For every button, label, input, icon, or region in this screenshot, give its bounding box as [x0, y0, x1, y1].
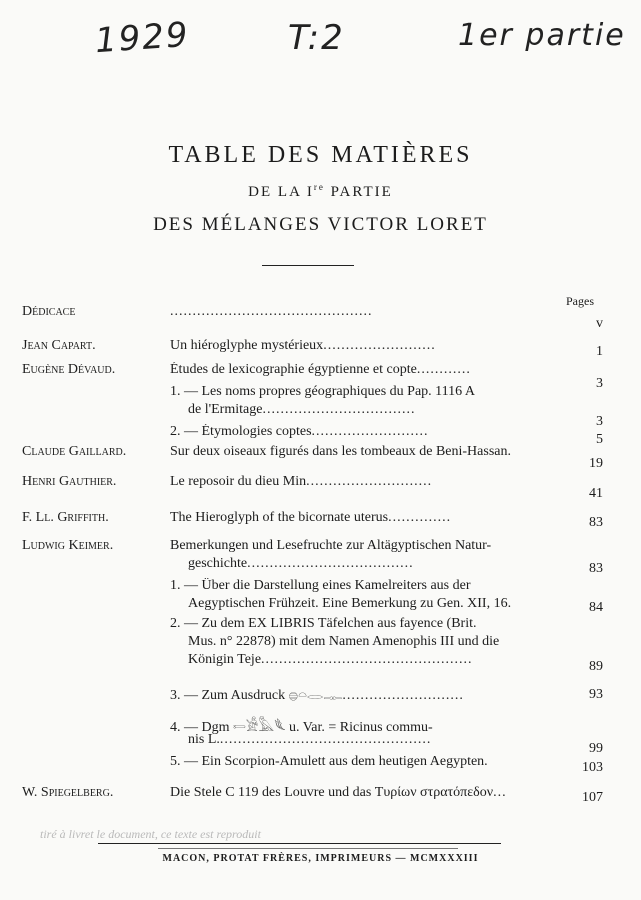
handwritten-part: 1er partie	[458, 18, 626, 53]
toc-leader-dots: .....................................	[247, 556, 414, 571]
toc-title-text: The Hieroglyph of the bicornate uterus	[170, 510, 389, 525]
subtitle-post: PARTIE	[324, 184, 393, 200]
toc-title	[170, 338, 570, 354]
toc-leader-dots: ..........................	[311, 424, 429, 439]
toc-title	[188, 634, 570, 650]
toc-title-text: 1. — Les noms propres géographiques du Pap. 1116 A	[170, 384, 475, 399]
toc-page-number: 107	[582, 790, 603, 805]
toc-leader-dots: ...........................	[342, 688, 464, 703]
toc-title-text: Bemerkungen und Lesefruchte zur Altägyptischen Natur-	[170, 538, 492, 553]
toc-title-text: Aegyptischen Frühzeit. Eine Bemerkung zu Gen. XII, 16.	[188, 596, 512, 611]
toc-title	[188, 732, 570, 748]
toc-entry	[0, 402, 641, 429]
toc-entry	[0, 538, 641, 558]
toc-page-number: 1	[596, 344, 603, 359]
toc-page-number: v	[596, 316, 603, 331]
handwritten-volume: T:2	[288, 18, 345, 58]
toc-author: F. Ll. Griffith.	[22, 510, 109, 525]
toc-page-number: 19	[589, 456, 603, 471]
handwritten-year: 1929	[93, 14, 191, 62]
toc-title-text: Sur deux oiseaux figurés dans les tombeaux de Beni-Hassan.	[170, 444, 511, 459]
footer-rule	[98, 843, 501, 844]
toc-title	[170, 424, 570, 440]
toc-title-text: nis L.	[188, 732, 220, 747]
toc-title	[170, 510, 570, 526]
toc-title-text: 4. — Dgm 𓍿𓀀𓅓𓆰 u. Var. = Ricinus commu-	[170, 720, 433, 735]
toc-leader-dots: .........................	[323, 338, 436, 353]
toc-entry	[0, 474, 641, 501]
toc-title	[170, 444, 570, 460]
toc-author: Ludwig Keimer.	[22, 538, 114, 553]
toc-leader-dots: ...	[493, 785, 507, 800]
toc-page-number: 41	[589, 486, 603, 501]
subtitle-pre: DE LA I	[248, 184, 314, 200]
toc-entry	[0, 712, 641, 735]
toc-title-text: 1. — Über die Darstellung eines Kamelreiters aus der	[170, 578, 471, 593]
toc-title	[170, 362, 570, 378]
toc-title	[170, 680, 570, 704]
toc-entry	[0, 510, 641, 530]
toc-entry	[0, 596, 641, 616]
toc-page-number: 84	[589, 600, 603, 615]
toc-entry	[0, 754, 641, 774]
toc-title	[170, 474, 570, 490]
toc-entry	[0, 616, 641, 636]
toc-entry	[0, 785, 641, 805]
toc-entry	[0, 304, 641, 331]
toc-title	[170, 578, 570, 594]
toc-title-text: Études de lexicographie égyptienne et copte	[170, 362, 417, 377]
toc-entry	[0, 424, 641, 447]
toc-entry	[0, 444, 641, 471]
toc-leader-dots: ............................	[306, 474, 433, 489]
toc-page-number: 99	[589, 741, 603, 756]
toc-title-text: Königin Teje	[188, 652, 262, 667]
title-rule	[262, 265, 354, 266]
toc-title	[170, 384, 570, 400]
toc-title-text: geschichte	[188, 556, 248, 571]
toc-title-text: 3. — Zum Ausdruck 𓐍𓏏𓂋𓊃	[170, 688, 343, 703]
toc-author: Eugène Dévaud.	[22, 362, 116, 377]
toc-page-number: 5	[596, 432, 603, 447]
toc-leader-dots: ............	[416, 362, 471, 377]
toc-page-number: 83	[589, 561, 603, 576]
toc-entry	[0, 680, 641, 703]
toc-title	[170, 754, 570, 770]
subtitle	[0, 182, 641, 201]
toc-title	[170, 538, 570, 554]
toc-page-number: 83	[589, 515, 603, 530]
toc-title	[170, 616, 570, 632]
toc-title	[188, 596, 570, 612]
toc-page-number: 103	[582, 760, 603, 775]
subtitle-sup: re	[313, 182, 325, 192]
toc-title-text: Die Stele C 119 des Louvre und das Τυρίων στρατόπεδον	[170, 785, 494, 800]
toc-title-text: 2. — Étymologies coptes	[170, 424, 312, 439]
printer-line: MACON, PROTAT FRÈRES, IMPRIMEURS — MCMXXXIII	[162, 853, 479, 864]
toc-title	[170, 785, 570, 801]
pages-header: Pages	[566, 294, 594, 308]
toc-author: Claude Gaillard.	[22, 444, 127, 459]
toc-entry	[0, 362, 641, 391]
toc-title-text: Mus. n° 22878) mit dem Namen Amenophis III und die	[188, 634, 500, 649]
toc-title	[188, 652, 570, 668]
toc-title-text: Le reposoir du dieu Min	[170, 474, 307, 489]
toc-title-text: Un hiéroglyphe mystérieux	[170, 338, 324, 353]
toc-leader-dots: ...............................................	[219, 732, 432, 747]
toc-title	[170, 304, 570, 320]
series-title: DES MÉLANGES VICTOR LORET	[153, 214, 488, 235]
toc-leader-dots: ..............	[388, 510, 452, 525]
toc-page-number: 3	[596, 376, 603, 391]
toc-leader-dots: ..................................	[262, 402, 416, 417]
toc-entry	[0, 732, 641, 756]
footer-rule-thin	[158, 848, 458, 849]
page-title: TABLE DES MATIÈRES	[168, 142, 473, 168]
toc-leader-dots: .............................................	[170, 304, 373, 319]
toc-entry	[0, 384, 641, 404]
toc-author: Dédicace	[22, 304, 76, 319]
toc-author: Jean Capart.	[22, 338, 96, 353]
toc-title-text: de l'Ermitage	[188, 402, 263, 417]
toc-author: W. Spiegelberg.	[22, 785, 114, 800]
faint-text: tiré à livret le document, ce texte est reproduit	[40, 827, 261, 841]
toc-title	[188, 402, 570, 418]
toc-title-text: 2. — Zu dem EX LIBRIS Täfelchen aus fayence (Brit.	[170, 616, 477, 631]
toc-entry	[0, 338, 641, 358]
toc-page-number: 3	[596, 414, 603, 429]
toc-entry	[0, 634, 641, 654]
toc-leader-dots: ...............................................	[261, 652, 473, 667]
toc-author: Henri Gauthier.	[22, 474, 117, 489]
toc-title	[188, 556, 570, 572]
toc-page-number: 89	[589, 659, 603, 674]
toc-entry	[0, 556, 641, 576]
toc-entry	[0, 652, 641, 672]
toc-page-number: 93	[589, 687, 603, 702]
toc-entry	[0, 578, 641, 598]
toc-title-text: 5. — Ein Scorpion-Amulett aus dem heutigen Aegypten.	[170, 754, 488, 769]
